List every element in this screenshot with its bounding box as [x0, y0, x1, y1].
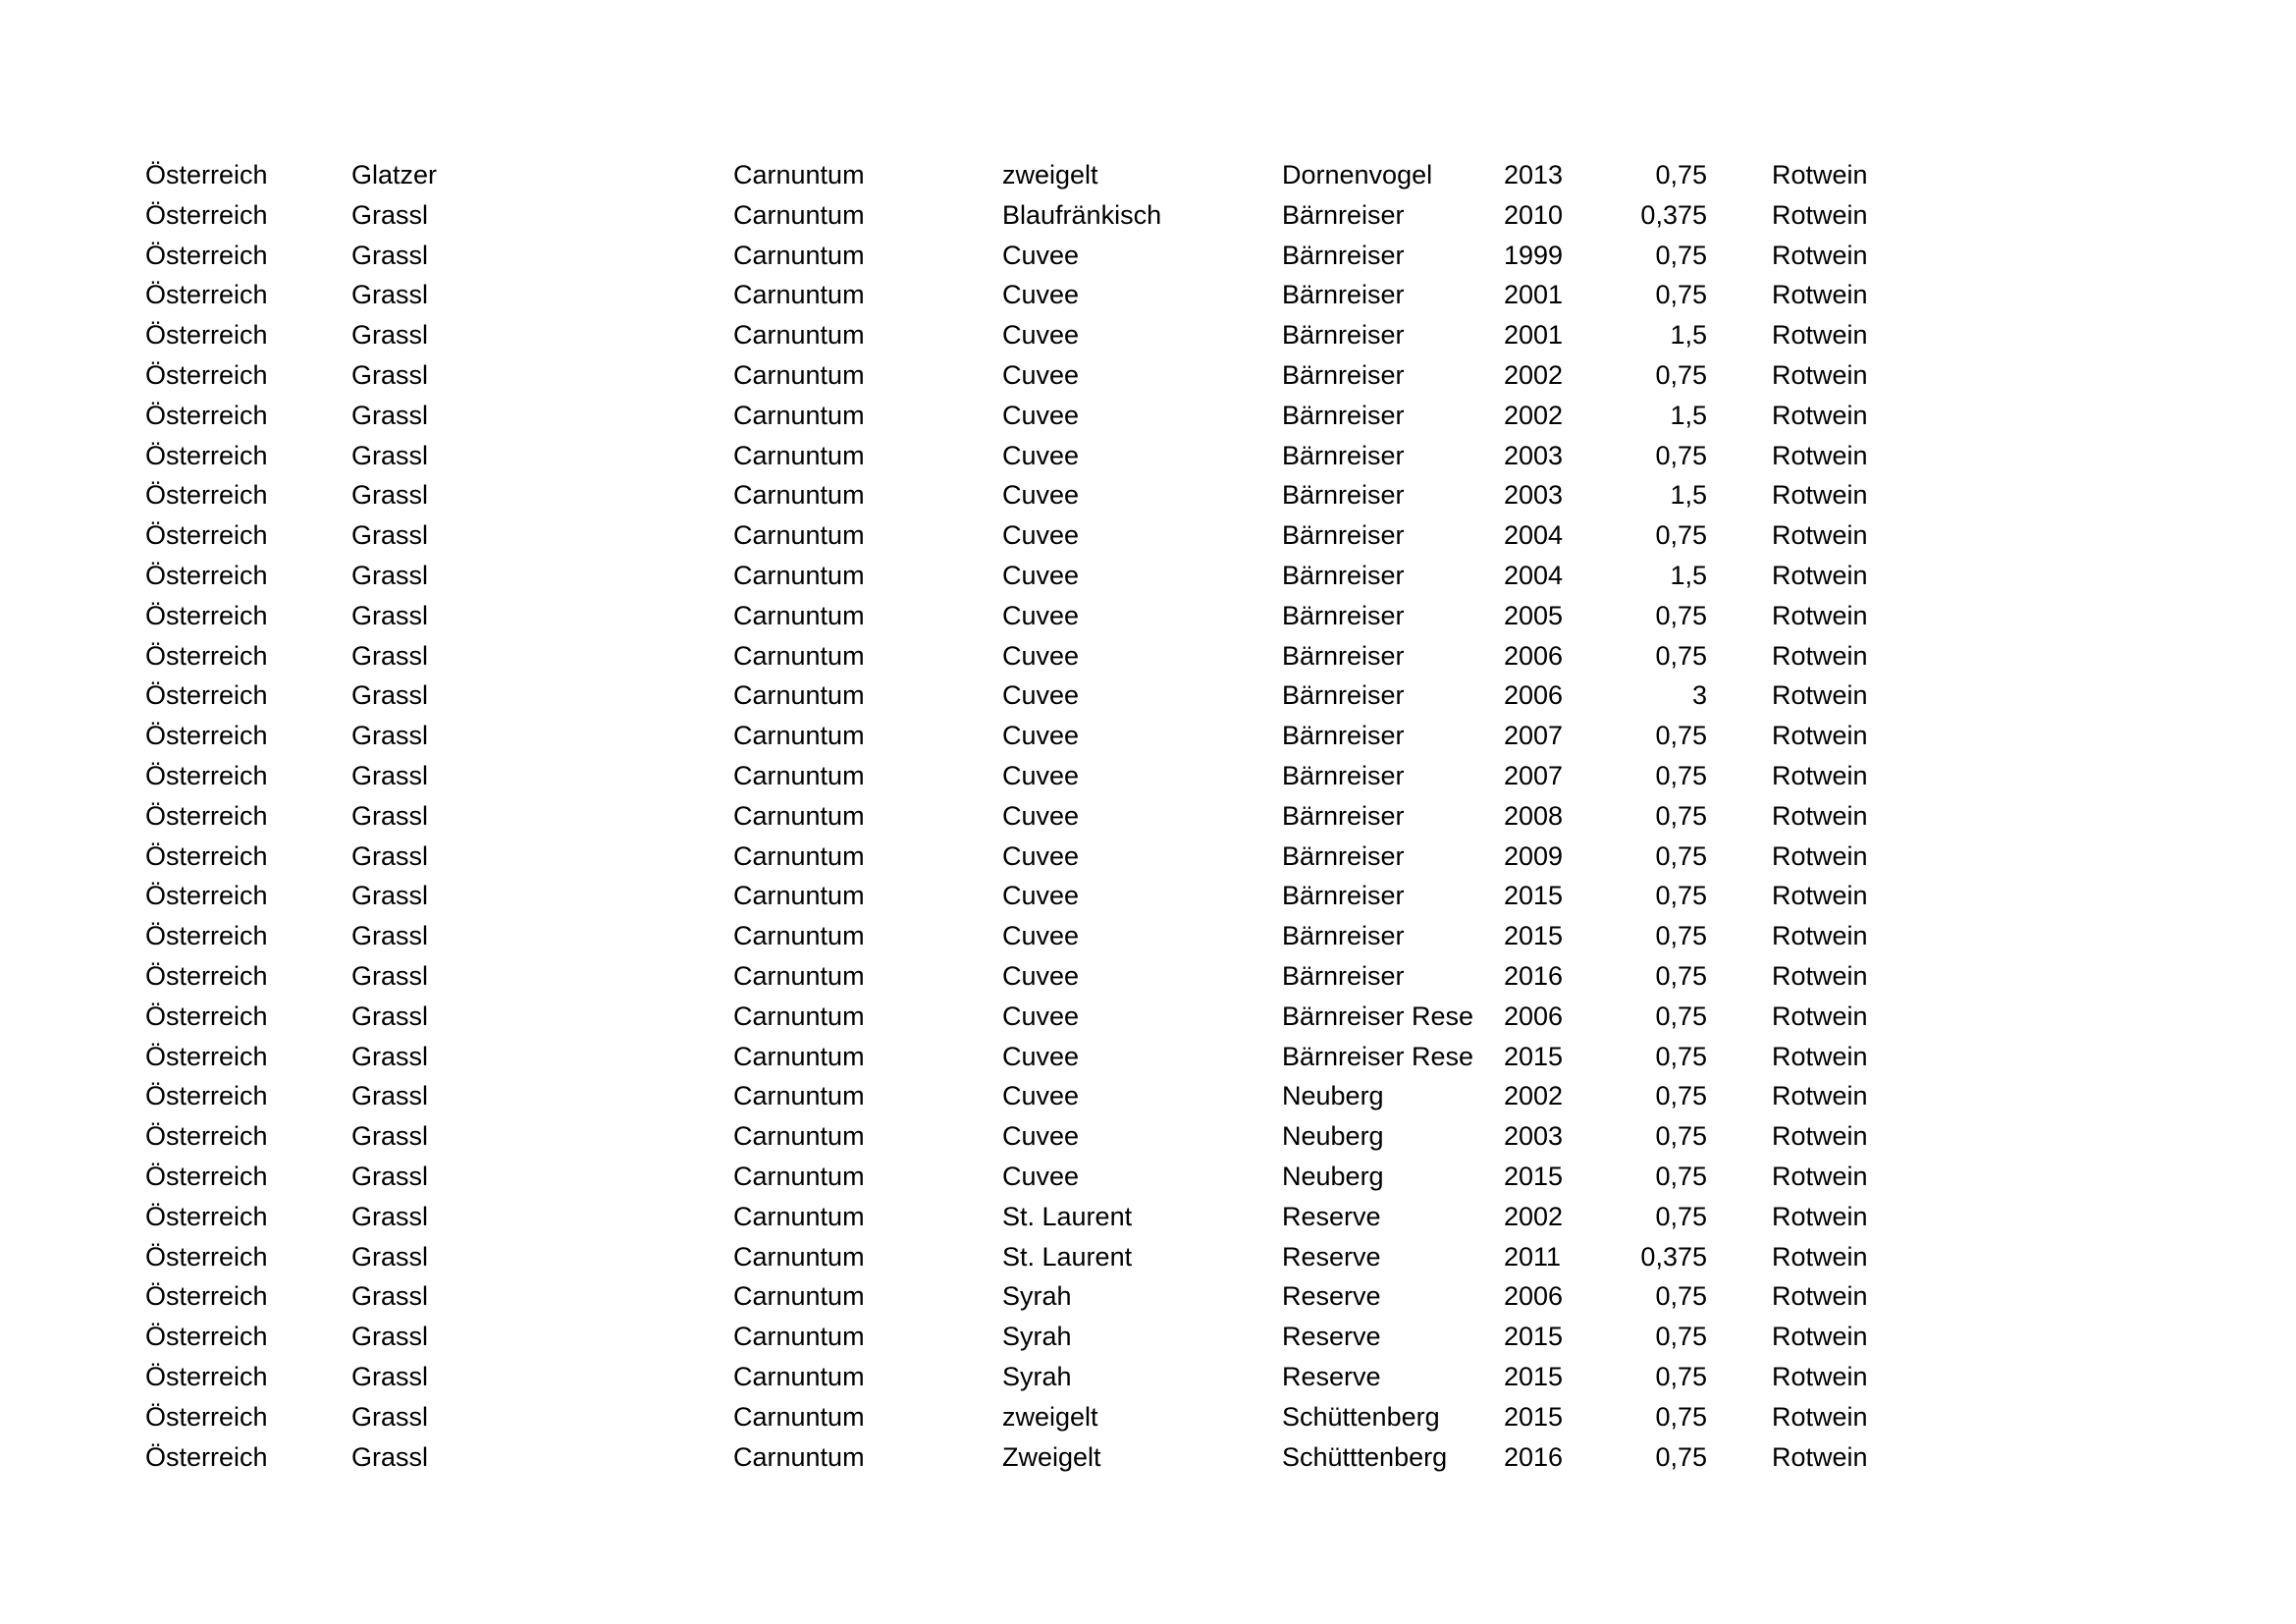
cell-bottle-size: 0,75: [1655, 1201, 1707, 1231]
cell-region: Carnuntum: [733, 721, 865, 751]
wine-list-table: [145, 155, 1903, 1477]
cell-grape: Cuvee: [1002, 921, 1080, 951]
cell-country: Österreich: [145, 1081, 268, 1111]
cell-wine-type: Rotwein: [1772, 1441, 1868, 1472]
cell-bottle-size: 0,75: [1655, 1322, 1707, 1352]
cell-grape: Cuvee: [1002, 400, 1080, 430]
cell-producer: Grassl: [351, 560, 429, 590]
cell-wine-type: Rotwein: [1772, 1001, 1868, 1031]
cell-grape: Cuvee: [1002, 520, 1080, 551]
cell-country: Österreich: [145, 1041, 268, 1071]
table-row: [145, 676, 1903, 716]
cell-country: Österreich: [145, 1361, 268, 1391]
cell-country: Österreich: [145, 921, 268, 951]
cell-country: Österreich: [145, 600, 268, 630]
cell-producer: Grassl: [351, 1121, 429, 1152]
cell-producer: Grassl: [351, 280, 429, 310]
cell-bottle-size: 0,75: [1655, 1081, 1707, 1111]
cell-grape: Cuvee: [1002, 680, 1080, 711]
cell-region: Carnuntum: [733, 600, 865, 630]
cell-wine-name: Bärnreiser: [1282, 840, 1405, 871]
cell-wine-name: Bärnreiser: [1282, 600, 1405, 630]
cell-country: Österreich: [145, 480, 268, 511]
cell-region: Carnuntum: [733, 1441, 865, 1472]
cell-wine-name: Bärnreiser: [1282, 240, 1405, 270]
cell-grape: Blaufränkisch: [1002, 199, 1162, 230]
cell-region: Carnuntum: [733, 240, 865, 270]
cell-wine-type: Rotwein: [1772, 160, 1868, 189]
table-row: [145, 876, 1903, 916]
cell-bottle-size: 0,75: [1655, 160, 1707, 189]
cell-region: Carnuntum: [733, 480, 865, 511]
cell-wine-type: Rotwein: [1772, 1201, 1868, 1231]
cell-bottle-size: 0,75: [1655, 1001, 1707, 1031]
cell-wine-type: Rotwein: [1772, 600, 1868, 630]
cell-bottle-size: 0,75: [1655, 921, 1707, 951]
table-row: [145, 716, 1903, 756]
cell-bottle-size: 0,75: [1655, 280, 1707, 310]
table-row: [145, 436, 1903, 476]
cell-country: Österreich: [145, 680, 268, 711]
cell-bottle-size: 0,75: [1655, 600, 1707, 630]
cell-wine-name: Bärnreiser: [1282, 520, 1405, 551]
cell-grape: Cuvee: [1002, 1121, 1080, 1152]
cell-bottle-size: 0,75: [1655, 640, 1707, 671]
cell-bottle-size: 0,75: [1655, 440, 1707, 470]
cell-wine-name: Neuberg: [1282, 1161, 1384, 1191]
table-row: [145, 1276, 1903, 1317]
cell-region: Carnuntum: [733, 800, 865, 831]
cell-wine-name: Schütttenberg: [1282, 1441, 1448, 1472]
table-row: [145, 1397, 1903, 1437]
cell-vintage: 2004: [1504, 520, 1564, 551]
cell-wine-name: Bärnreiser Rese: [1282, 1041, 1474, 1071]
cell-grape: Cuvee: [1002, 640, 1080, 671]
table-row: [145, 355, 1903, 396]
table-row: [145, 596, 1903, 636]
cell-grape: Cuvee: [1002, 721, 1080, 751]
cell-producer: Grassl: [351, 1201, 429, 1231]
table-row: [145, 275, 1903, 315]
cell-vintage: 2003: [1504, 1121, 1564, 1152]
table-row: [145, 1157, 1903, 1197]
cell-region: Carnuntum: [733, 280, 865, 310]
cell-wine-type: Rotwein: [1772, 359, 1868, 390]
cell-wine-type: Rotwein: [1772, 480, 1868, 511]
cell-region: Carnuntum: [733, 760, 865, 790]
cell-producer: Grassl: [351, 1361, 429, 1391]
cell-vintage: 1999: [1504, 240, 1564, 270]
cell-wine-name: Bärnreiser Rese: [1282, 1001, 1474, 1031]
cell-wine-type: Rotwein: [1772, 199, 1868, 230]
cell-vintage: 2001: [1504, 280, 1564, 310]
cell-country: Österreich: [145, 881, 268, 911]
cell-vintage: 2003: [1504, 480, 1564, 511]
cell-vintage: 2006: [1504, 1001, 1564, 1031]
cell-country: Österreich: [145, 840, 268, 871]
cell-vintage: 2010: [1504, 199, 1564, 230]
cell-country: Österreich: [145, 1161, 268, 1191]
cell-producer: Grassl: [351, 1241, 429, 1272]
cell-wine-name: Neuberg: [1282, 1121, 1384, 1152]
cell-vintage: 2002: [1504, 400, 1564, 430]
cell-region: Carnuntum: [733, 1322, 865, 1352]
cell-region: Carnuntum: [733, 440, 865, 470]
cell-bottle-size: 0,75: [1655, 1441, 1707, 1472]
cell-producer: Grassl: [351, 1001, 429, 1031]
cell-bottle-size: 0,75: [1655, 1281, 1707, 1312]
cell-wine-name: Bärnreiser: [1282, 800, 1405, 831]
cell-bottle-size: 0,75: [1655, 881, 1707, 911]
cell-grape: St. Laurent: [1002, 1241, 1133, 1272]
cell-bottle-size: 3: [1691, 680, 1707, 711]
cell-region: Carnuntum: [733, 881, 865, 911]
cell-vintage: 2006: [1504, 640, 1564, 671]
cell-wine-type: Rotwein: [1772, 1401, 1868, 1432]
cell-bottle-size: 0,75: [1655, 760, 1707, 790]
cell-wine-type: Rotwein: [1772, 721, 1868, 751]
cell-producer: Grassl: [351, 960, 429, 991]
cell-vintage: 2007: [1504, 721, 1564, 751]
cell-region: Carnuntum: [733, 520, 865, 551]
cell-wine-name: Reserve: [1282, 1201, 1381, 1231]
cell-vintage: 2015: [1504, 881, 1564, 911]
cell-producer: Grassl: [351, 440, 429, 470]
cell-vintage: 2013: [1504, 160, 1564, 189]
table-row: [145, 837, 1903, 877]
cell-grape: Cuvee: [1002, 840, 1080, 871]
table-row: [145, 195, 1903, 236]
cell-wine-name: Bärnreiser: [1282, 721, 1405, 751]
cell-country: Österreich: [145, 1201, 268, 1231]
cell-wine-type: Rotwein: [1772, 1081, 1868, 1111]
cell-producer: Grassl: [351, 680, 429, 711]
table-row: [145, 636, 1903, 677]
cell-wine-type: Rotwein: [1772, 960, 1868, 991]
table-row: [145, 916, 1903, 956]
cell-producer: Grassl: [351, 1041, 429, 1071]
cell-vintage: 2008: [1504, 800, 1564, 831]
cell-wine-type: Rotwein: [1772, 400, 1868, 430]
cell-region: Carnuntum: [733, 640, 865, 671]
cell-region: Carnuntum: [733, 1081, 865, 1111]
cell-grape: Cuvee: [1002, 240, 1080, 270]
cell-wine-type: Rotwein: [1772, 1281, 1868, 1312]
cell-producer: Grassl: [351, 881, 429, 911]
table-row: [145, 475, 1903, 515]
cell-country: Österreich: [145, 560, 268, 590]
cell-producer: Grassl: [351, 199, 429, 230]
cell-region: Carnuntum: [733, 560, 865, 590]
cell-vintage: 2006: [1504, 680, 1564, 711]
cell-country: Österreich: [145, 199, 268, 230]
cell-wine-name: Bärnreiser: [1282, 400, 1405, 430]
cell-bottle-size: 0,75: [1655, 1361, 1707, 1391]
cell-wine-type: Rotwein: [1772, 520, 1868, 551]
cell-producer: Grassl: [351, 600, 429, 630]
cell-wine-type: Rotwein: [1772, 560, 1868, 590]
cell-wine-name: Bärnreiser: [1282, 760, 1405, 790]
cell-wine-type: Rotwein: [1772, 440, 1868, 470]
cell-wine-type: Rotwein: [1772, 881, 1868, 911]
cell-country: Österreich: [145, 760, 268, 790]
cell-bottle-size: 0,75: [1655, 1401, 1707, 1432]
cell-vintage: 2015: [1504, 1361, 1564, 1391]
cell-country: Österreich: [145, 1121, 268, 1152]
cell-country: Österreich: [145, 280, 268, 310]
cell-region: Carnuntum: [733, 840, 865, 871]
cell-wine-name: Bärnreiser: [1282, 280, 1405, 310]
cell-vintage: 2002: [1504, 1081, 1564, 1111]
cell-bottle-size: 1,5: [1670, 320, 1707, 351]
cell-wine-name: Bärnreiser: [1282, 680, 1405, 711]
cell-grape: Cuvee: [1002, 1041, 1080, 1071]
cell-wine-name: Bärnreiser: [1282, 921, 1405, 951]
cell-wine-type: Rotwein: [1772, 800, 1868, 831]
cell-bottle-size: 1,5: [1670, 560, 1707, 590]
cell-region: Carnuntum: [733, 1041, 865, 1071]
cell-vintage: 2002: [1504, 359, 1564, 390]
table-row: [145, 515, 1903, 556]
cell-wine-type: Rotwein: [1772, 280, 1868, 310]
table-row: [145, 396, 1903, 436]
cell-bottle-size: 0,75: [1655, 800, 1707, 831]
cell-bottle-size: 0,75: [1655, 1041, 1707, 1071]
cell-grape: Cuvee: [1002, 1161, 1080, 1191]
cell-grape: zweigelt: [1002, 1401, 1098, 1432]
cell-wine-name: Bärnreiser: [1282, 359, 1405, 390]
cell-region: Carnuntum: [733, 1001, 865, 1031]
cell-region: Carnuntum: [733, 680, 865, 711]
cell-wine-name: Bärnreiser: [1282, 199, 1405, 230]
cell-wine-name: Reserve: [1282, 1241, 1381, 1272]
cell-wine-type: Rotwein: [1772, 1161, 1868, 1191]
cell-country: Österreich: [145, 520, 268, 551]
cell-bottle-size: 0,375: [1640, 199, 1707, 230]
cell-vintage: 2001: [1504, 320, 1564, 351]
cell-producer: Grassl: [351, 400, 429, 430]
cell-region: Carnuntum: [733, 1121, 865, 1152]
cell-country: Österreich: [145, 960, 268, 991]
table-row: [145, 1237, 1903, 1277]
table-row: [145, 236, 1903, 276]
cell-grape: Syrah: [1002, 1281, 1072, 1312]
cell-wine-type: Rotwein: [1772, 840, 1868, 871]
cell-producer: Grassl: [351, 1441, 429, 1472]
cell-vintage: 2002: [1504, 1201, 1564, 1231]
cell-vintage: 2007: [1504, 760, 1564, 790]
cell-wine-type: Rotwein: [1772, 1241, 1868, 1272]
cell-grape: Cuvee: [1002, 960, 1080, 991]
cell-grape: Cuvee: [1002, 1001, 1080, 1031]
cell-region: Carnuntum: [733, 320, 865, 351]
cell-grape: Cuvee: [1002, 881, 1080, 911]
cell-wine-type: Rotwein: [1772, 760, 1868, 790]
cell-region: Carnuntum: [733, 921, 865, 951]
cell-region: Carnuntum: [733, 1241, 865, 1272]
cell-vintage: 2006: [1504, 1281, 1564, 1312]
cell-vintage: 2015: [1504, 1401, 1564, 1432]
cell-wine-type: Rotwein: [1772, 320, 1868, 351]
cell-region: Carnuntum: [733, 160, 865, 189]
cell-producer: Grassl: [351, 1401, 429, 1432]
cell-producer: Grassl: [351, 1081, 429, 1111]
table-row: [145, 1076, 1903, 1116]
cell-vintage: 2016: [1504, 1441, 1564, 1472]
table-body: [145, 155, 1903, 1477]
cell-country: Österreich: [145, 320, 268, 351]
cell-region: Carnuntum: [733, 400, 865, 430]
cell-grape: Cuvee: [1002, 359, 1080, 390]
cell-region: Carnuntum: [733, 359, 865, 390]
cell-country: Österreich: [145, 1322, 268, 1352]
table-row: [145, 315, 1903, 355]
cell-bottle-size: 0,75: [1655, 1121, 1707, 1152]
cell-grape: zweigelt: [1002, 160, 1098, 189]
cell-country: Österreich: [145, 440, 268, 470]
cell-producer: Grassl: [351, 800, 429, 831]
cell-vintage: 2015: [1504, 1161, 1564, 1191]
table-row: [145, 1037, 1903, 1077]
cell-producer: Grassl: [351, 1161, 429, 1191]
cell-grape: Syrah: [1002, 1322, 1072, 1352]
cell-country: Österreich: [145, 400, 268, 430]
cell-grape: Syrah: [1002, 1361, 1072, 1391]
cell-wine-name: Bärnreiser: [1282, 440, 1405, 470]
cell-bottle-size: 0,75: [1655, 840, 1707, 871]
cell-region: Carnuntum: [733, 960, 865, 991]
table-row: [145, 756, 1903, 796]
cell-vintage: 2009: [1504, 840, 1564, 871]
cell-producer: Grassl: [351, 760, 429, 790]
cell-bottle-size: 0,375: [1640, 1241, 1707, 1272]
cell-wine-name: Bärnreiser: [1282, 320, 1405, 351]
cell-wine-name: Reserve: [1282, 1361, 1381, 1391]
cell-producer: Grassl: [351, 640, 429, 671]
cell-bottle-size: 0,75: [1655, 960, 1707, 991]
cell-region: Carnuntum: [733, 199, 865, 230]
table-row: [145, 1197, 1903, 1237]
cell-wine-type: Rotwein: [1772, 1361, 1868, 1391]
cell-wine-name: Bärnreiser: [1282, 640, 1405, 671]
cell-producer: Grassl: [351, 520, 429, 551]
cell-bottle-size: 0,75: [1655, 520, 1707, 551]
cell-vintage: 2015: [1504, 921, 1564, 951]
cell-grape: Cuvee: [1002, 480, 1080, 511]
cell-grape: Cuvee: [1002, 320, 1080, 351]
cell-vintage: 2011: [1504, 1241, 1562, 1272]
cell-vintage: 2015: [1504, 1041, 1564, 1071]
cell-wine-name: Bärnreiser: [1282, 480, 1405, 511]
cell-country: Österreich: [145, 640, 268, 671]
table-row: [145, 956, 1903, 997]
cell-producer: Grassl: [351, 359, 429, 390]
cell-country: Österreich: [145, 160, 268, 189]
cell-grape: Cuvee: [1002, 1081, 1080, 1111]
cell-wine-type: Rotwein: [1772, 1041, 1868, 1071]
cell-producer: Grassl: [351, 721, 429, 751]
cell-country: Österreich: [145, 800, 268, 831]
cell-grape: Cuvee: [1002, 440, 1080, 470]
cell-region: Carnuntum: [733, 1361, 865, 1391]
cell-producer: Grassl: [351, 320, 429, 351]
cell-bottle-size: 0,75: [1655, 721, 1707, 751]
cell-country: Österreich: [145, 359, 268, 390]
cell-bottle-size: 0,75: [1655, 240, 1707, 270]
cell-producer: Grassl: [351, 1322, 429, 1352]
cell-producer: Grassl: [351, 1281, 429, 1312]
cell-grape: Cuvee: [1002, 600, 1080, 630]
cell-region: Carnuntum: [733, 1281, 865, 1312]
cell-producer: Grassl: [351, 921, 429, 951]
cell-country: Österreich: [145, 240, 268, 270]
cell-grape: St. Laurent: [1002, 1201, 1133, 1231]
cell-vintage: 2005: [1504, 600, 1564, 630]
cell-vintage: 2003: [1504, 440, 1564, 470]
cell-wine-name: Reserve: [1282, 1322, 1381, 1352]
cell-country: Österreich: [145, 1401, 268, 1432]
cell-wine-name: Neuberg: [1282, 1081, 1384, 1111]
cell-region: Carnuntum: [733, 1161, 865, 1191]
cell-wine-type: Rotwein: [1772, 921, 1868, 951]
cell-wine-name: Schüttenberg: [1282, 1401, 1440, 1432]
cell-region: Carnuntum: [733, 1201, 865, 1231]
table-row: [145, 556, 1903, 596]
cell-grape: Cuvee: [1002, 280, 1080, 310]
table-row: [145, 155, 1903, 195]
cell-producer: Grassl: [351, 480, 429, 511]
cell-grape: Cuvee: [1002, 800, 1080, 831]
cell-wine-name: Bärnreiser: [1282, 560, 1405, 590]
cell-grape: Zweigelt: [1002, 1441, 1101, 1472]
cell-vintage: 2015: [1504, 1322, 1564, 1352]
table-row: [145, 1357, 1903, 1397]
cell-producer: Glatzer: [351, 160, 438, 189]
cell-producer: Grassl: [351, 840, 429, 871]
cell-wine-name: Bärnreiser: [1282, 960, 1405, 991]
cell-grape: Cuvee: [1002, 560, 1080, 590]
cell-country: Österreich: [145, 1441, 268, 1472]
cell-region: Carnuntum: [733, 1401, 865, 1432]
cell-wine-type: Rotwein: [1772, 680, 1868, 711]
cell-country: Österreich: [145, 1001, 268, 1031]
cell-wine-type: Rotwein: [1772, 1322, 1868, 1352]
cell-vintage: 2016: [1504, 960, 1564, 991]
table-row: [145, 796, 1903, 837]
cell-vintage: 2004: [1504, 560, 1564, 590]
cell-grape: Cuvee: [1002, 760, 1080, 790]
cell-bottle-size: 1,5: [1670, 400, 1707, 430]
cell-bottle-size: 0,75: [1655, 1161, 1707, 1191]
cell-country: Österreich: [145, 1281, 268, 1312]
cell-wine-name: Reserve: [1282, 1281, 1381, 1312]
cell-wine-name: Dornenvogel: [1282, 160, 1433, 189]
cell-wine-type: Rotwein: [1772, 1121, 1868, 1152]
table-row: [145, 997, 1903, 1037]
table-row: [145, 1317, 1903, 1357]
cell-wine-type: Rotwein: [1772, 640, 1868, 671]
cell-country: Österreich: [145, 1241, 268, 1272]
cell-bottle-size: 1,5: [1670, 480, 1707, 511]
cell-bottle-size: 0,75: [1655, 359, 1707, 390]
table-row: [145, 1116, 1903, 1157]
cell-country: Österreich: [145, 721, 268, 751]
cell-wine-name: Bärnreiser: [1282, 881, 1405, 911]
cell-producer: Grassl: [351, 240, 429, 270]
cell-wine-type: Rotwein: [1772, 240, 1868, 270]
table-row: [145, 1437, 1903, 1478]
